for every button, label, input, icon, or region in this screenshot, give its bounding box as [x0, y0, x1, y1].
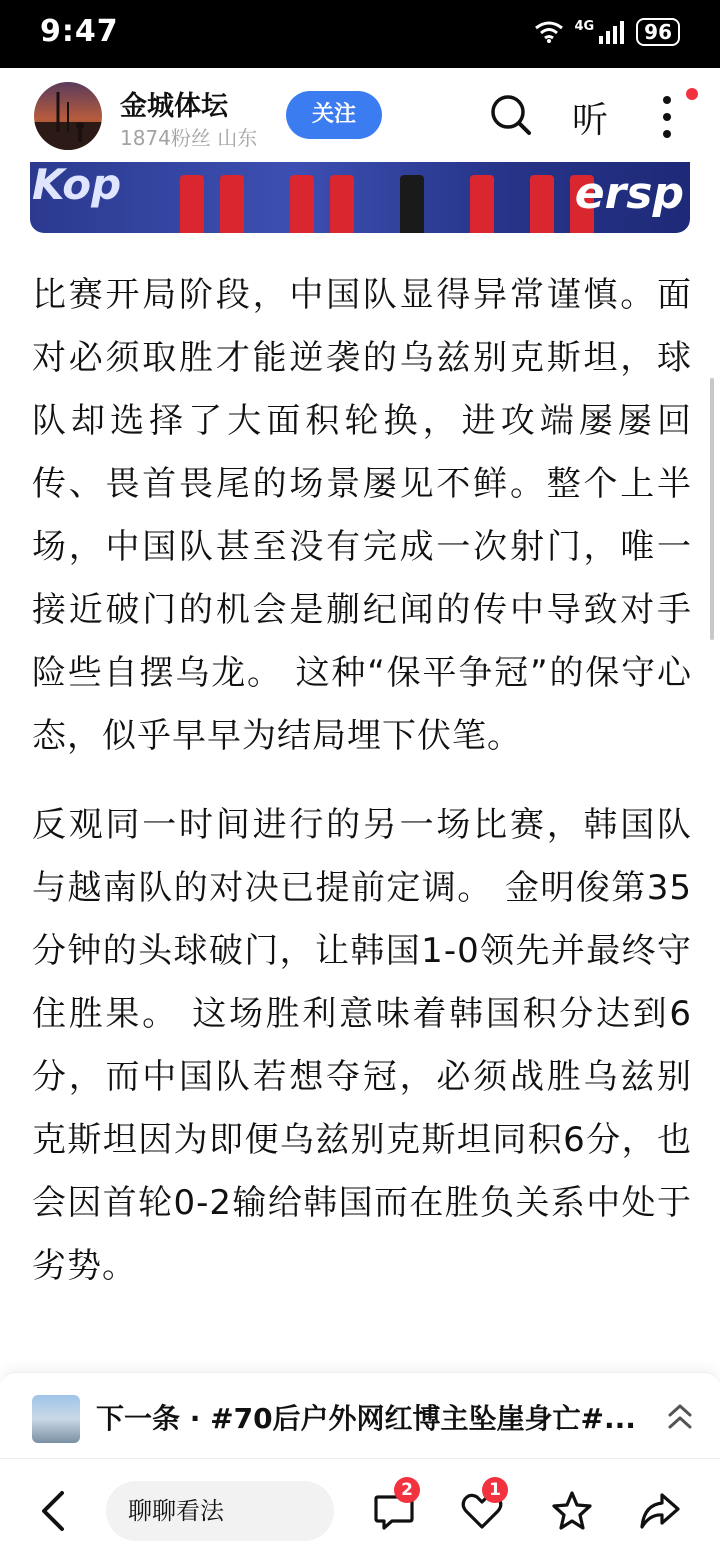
follow-button[interactable]: 关注 — [286, 91, 382, 139]
next-article-thumbnail — [32, 1395, 80, 1443]
share-button[interactable] — [638, 1489, 682, 1533]
signal-icon — [598, 20, 626, 44]
comment-count-badge: 2 — [394, 1477, 420, 1503]
like-count-badge: 1 — [482, 1477, 508, 1503]
author-meta: 1874粉丝 山东 — [120, 126, 258, 150]
banner-text-left: Kop — [32, 162, 122, 209]
article-paragraph: 比赛开局阶段，中国队显得异常谨慎。面对必须取胜才能逆袭的乌兹别克斯坦，球队却选择了大面积轮换，进攻端屡屡回传、畏首畏尾的场景屡见不鲜。整个上半场，中国队甚至没有完成一次射门，唯一接近破门的机会是蒯纪闻的传中导致对手险些自摆乌龙。 这种“保平争冠”的保守心态，似乎早早为结局埋下伏笔。 — [32, 275, 692, 756]
player-figure — [330, 175, 354, 233]
favorite-button[interactable] — [550, 1489, 594, 1533]
network-type-label: 4G — [574, 18, 595, 34]
share-icon — [638, 1489, 682, 1533]
status-time: 9:47 — [40, 14, 119, 49]
avatar-image — [34, 82, 102, 150]
status-bar — [0, 0, 720, 68]
double-chevron-up-icon[interactable] — [666, 1401, 694, 1433]
author-name[interactable]: 金城体坛 — [120, 91, 228, 122]
player-figure — [530, 175, 554, 233]
battery-indicator: 96 — [636, 18, 680, 46]
next-article-label[interactable]: 下一条 · #70后户外网红博主坠崖身亡#... — [96, 1402, 636, 1435]
status-icons — [534, 18, 680, 46]
next-article-bar[interactable] — [0, 1372, 720, 1459]
more-options-icon[interactable] — [652, 92, 682, 142]
banner-text-right: ersp — [574, 168, 684, 219]
player-figure — [290, 175, 314, 233]
listen-button[interactable]: 听 — [572, 100, 609, 141]
article-header — [0, 68, 720, 162]
search-icon[interactable] — [488, 92, 534, 138]
scrollbar[interactable] — [710, 378, 714, 640]
player-figure — [470, 175, 494, 233]
star-icon — [550, 1489, 594, 1533]
comment-button[interactable] — [372, 1480, 416, 1533]
player-figure — [220, 175, 244, 233]
article-body — [32, 264, 692, 1324]
back-arrow-icon[interactable] — [38, 1489, 68, 1533]
article-image[interactable] — [30, 162, 690, 233]
comment-input[interactable]: 聊聊看法 — [106, 1481, 334, 1541]
like-button[interactable] — [460, 1480, 504, 1533]
bottom-action-bar — [0, 1458, 720, 1561]
player-figure — [180, 175, 204, 233]
wifi-icon — [534, 20, 564, 44]
article-paragraph: 反观同一时间进行的另一场比赛，韩国队与越南队的对决已提前定调。 金明俊第35分钟的头球破门，让韩国1-0领先并最终守住胜果。 这场胜利意味着韩国积分达到6分，而中国队若想夺冠，必须战胜乌兹别克斯坦因为即便乌兹别克斯坦同积6分，也会因首轮0-2输给韩国而在胜负关系中处于劣势。 — [32, 805, 692, 1286]
player-figure — [400, 175, 424, 233]
author-avatar[interactable] — [34, 82, 102, 150]
notification-dot — [686, 88, 698, 100]
